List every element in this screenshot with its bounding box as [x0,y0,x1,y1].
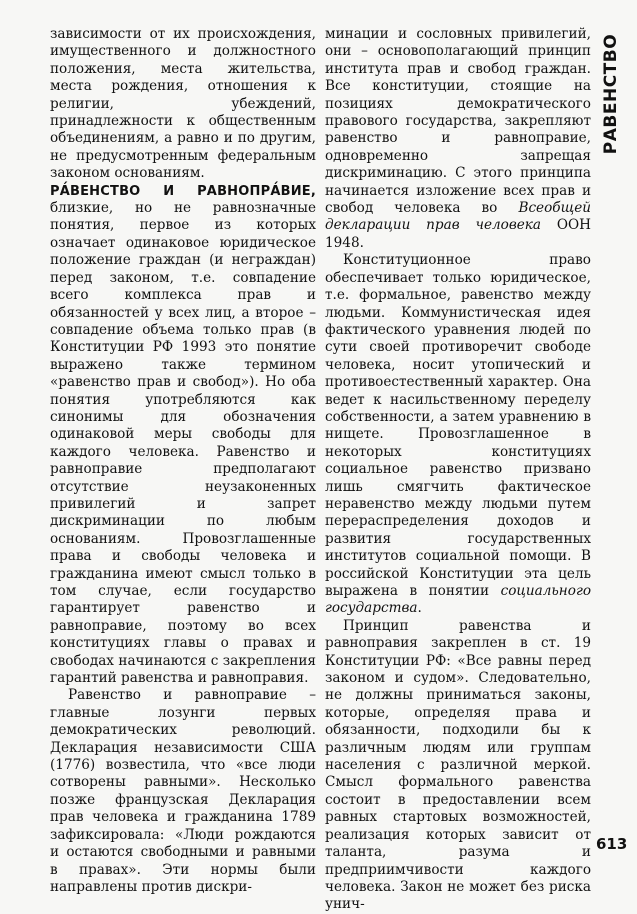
text-segment: ООН 1948. [325,217,591,251]
paragraph-article-19: Принцип равенства и равноправия закреплен в ст. 19 Конституции РФ: «Все равны перед законом и судом». Следовательно, не должны приниматься законы, которые, определяя права и обязанности, подходили бы к различным людям или группам населения с различной меркой. Смысл формального равенства состоит в предоставлении всем равных стартовых возможностей, реализация которых зависит от таланта, разума и предприимчивости каждого человека. Закон не может без риска унич- [325,617,591,913]
entry-definition: близкие, но не равнозначные понятия, первое из которых означает одинаковое юридическое положение граждан (и неграждан) перед законом, т.е. совпадение всего комплекса прав и обязанностей у всех лиц, а второе – совпадение объема только прав (в Конституции РФ 1993 это понятие выражено также термином «равенство прав и свобод»). Но оба понятия употребляются как синонимы для обозначения одинаковой меры свободы для каждого человека. Равенство и равноправие предполагают отсутствие неузаконенных привилегий и запрет дискриминации по любым основаниям. Провозглашенные права и свободы человека и гражданина имеют смысл только в том случае, если государство гарантирует равенство и равноправие, поэтому во всех конституциях главы о правах и свободах начинаются с закрепления гарантий равенства и равноправия. [50,200,316,687]
text-segment: . [417,600,422,617]
text-segment: минации и сословных привилегий, они – основополагающий принцип института прав и свобод граждан. Все конституции, стоящие на позициях демократического правового государства, закрепляют равенство и равноправие, одновременно запрещая дискриминацию. С этого принципа начинается изложение всех прав и свобод человека во [325,26,591,217]
left-column [50,26,316,896]
paragraph-continuation-right [325,26,591,252]
paragraph-history: Равенство и равноправие – главные лозунги первых демократических революций. Декларация независимости США (1776) возвестила, что «все люди сотворены равными». Несколько позже французская Декларация прав человека и гражданина 1789 зафиксировала: «Люди рождаются и остаются свободными и равными в правах». Эти нормы были направлены против дискри- [50,687,316,895]
entry-paragraph [50,183,316,688]
page-number: 613 [596,835,628,853]
section-thumb-tab [596,34,626,154]
text-segment: Конституционное право обеспечивает только юридическое, т.е. формальное, равенство между людьми. Коммунистическая идея фактического уравнения людей по сути своей противоречит свободе человека, носит утопический и противоестественный характер. Она ведет к насильственному переделу собственности, а затем уравнению в нищете. Провозглашенное в некоторых конституциях социальное равенство призвано лишь смягчить фактическое неравенство между людьми путем перераспределения доходов и развития государственных институтов социальной помощи. В российской Конституции эта цель выражена в понятии [325,252,591,599]
italic-reference: Всеобщей декларации прав человека [325,200,591,234]
italic-term: социального государства [325,583,591,617]
paragraph-constitutional-law [325,252,591,618]
right-column [325,26,591,914]
entry-headword: РА́ВЕНСТВО И РАВНОПРА́ВИЕ, [50,183,316,199]
paragraph-continuation: зависимости от их происхождения, имущественного и должностного положения, места жительства, места рождения, отношения к религии, убеждений, принадлежности к общественным объединениям, а равно и по другим, не предусмотренным федеральным законом основаниям. [50,26,316,182]
section-label: РАВЕНСТВО [601,33,621,155]
